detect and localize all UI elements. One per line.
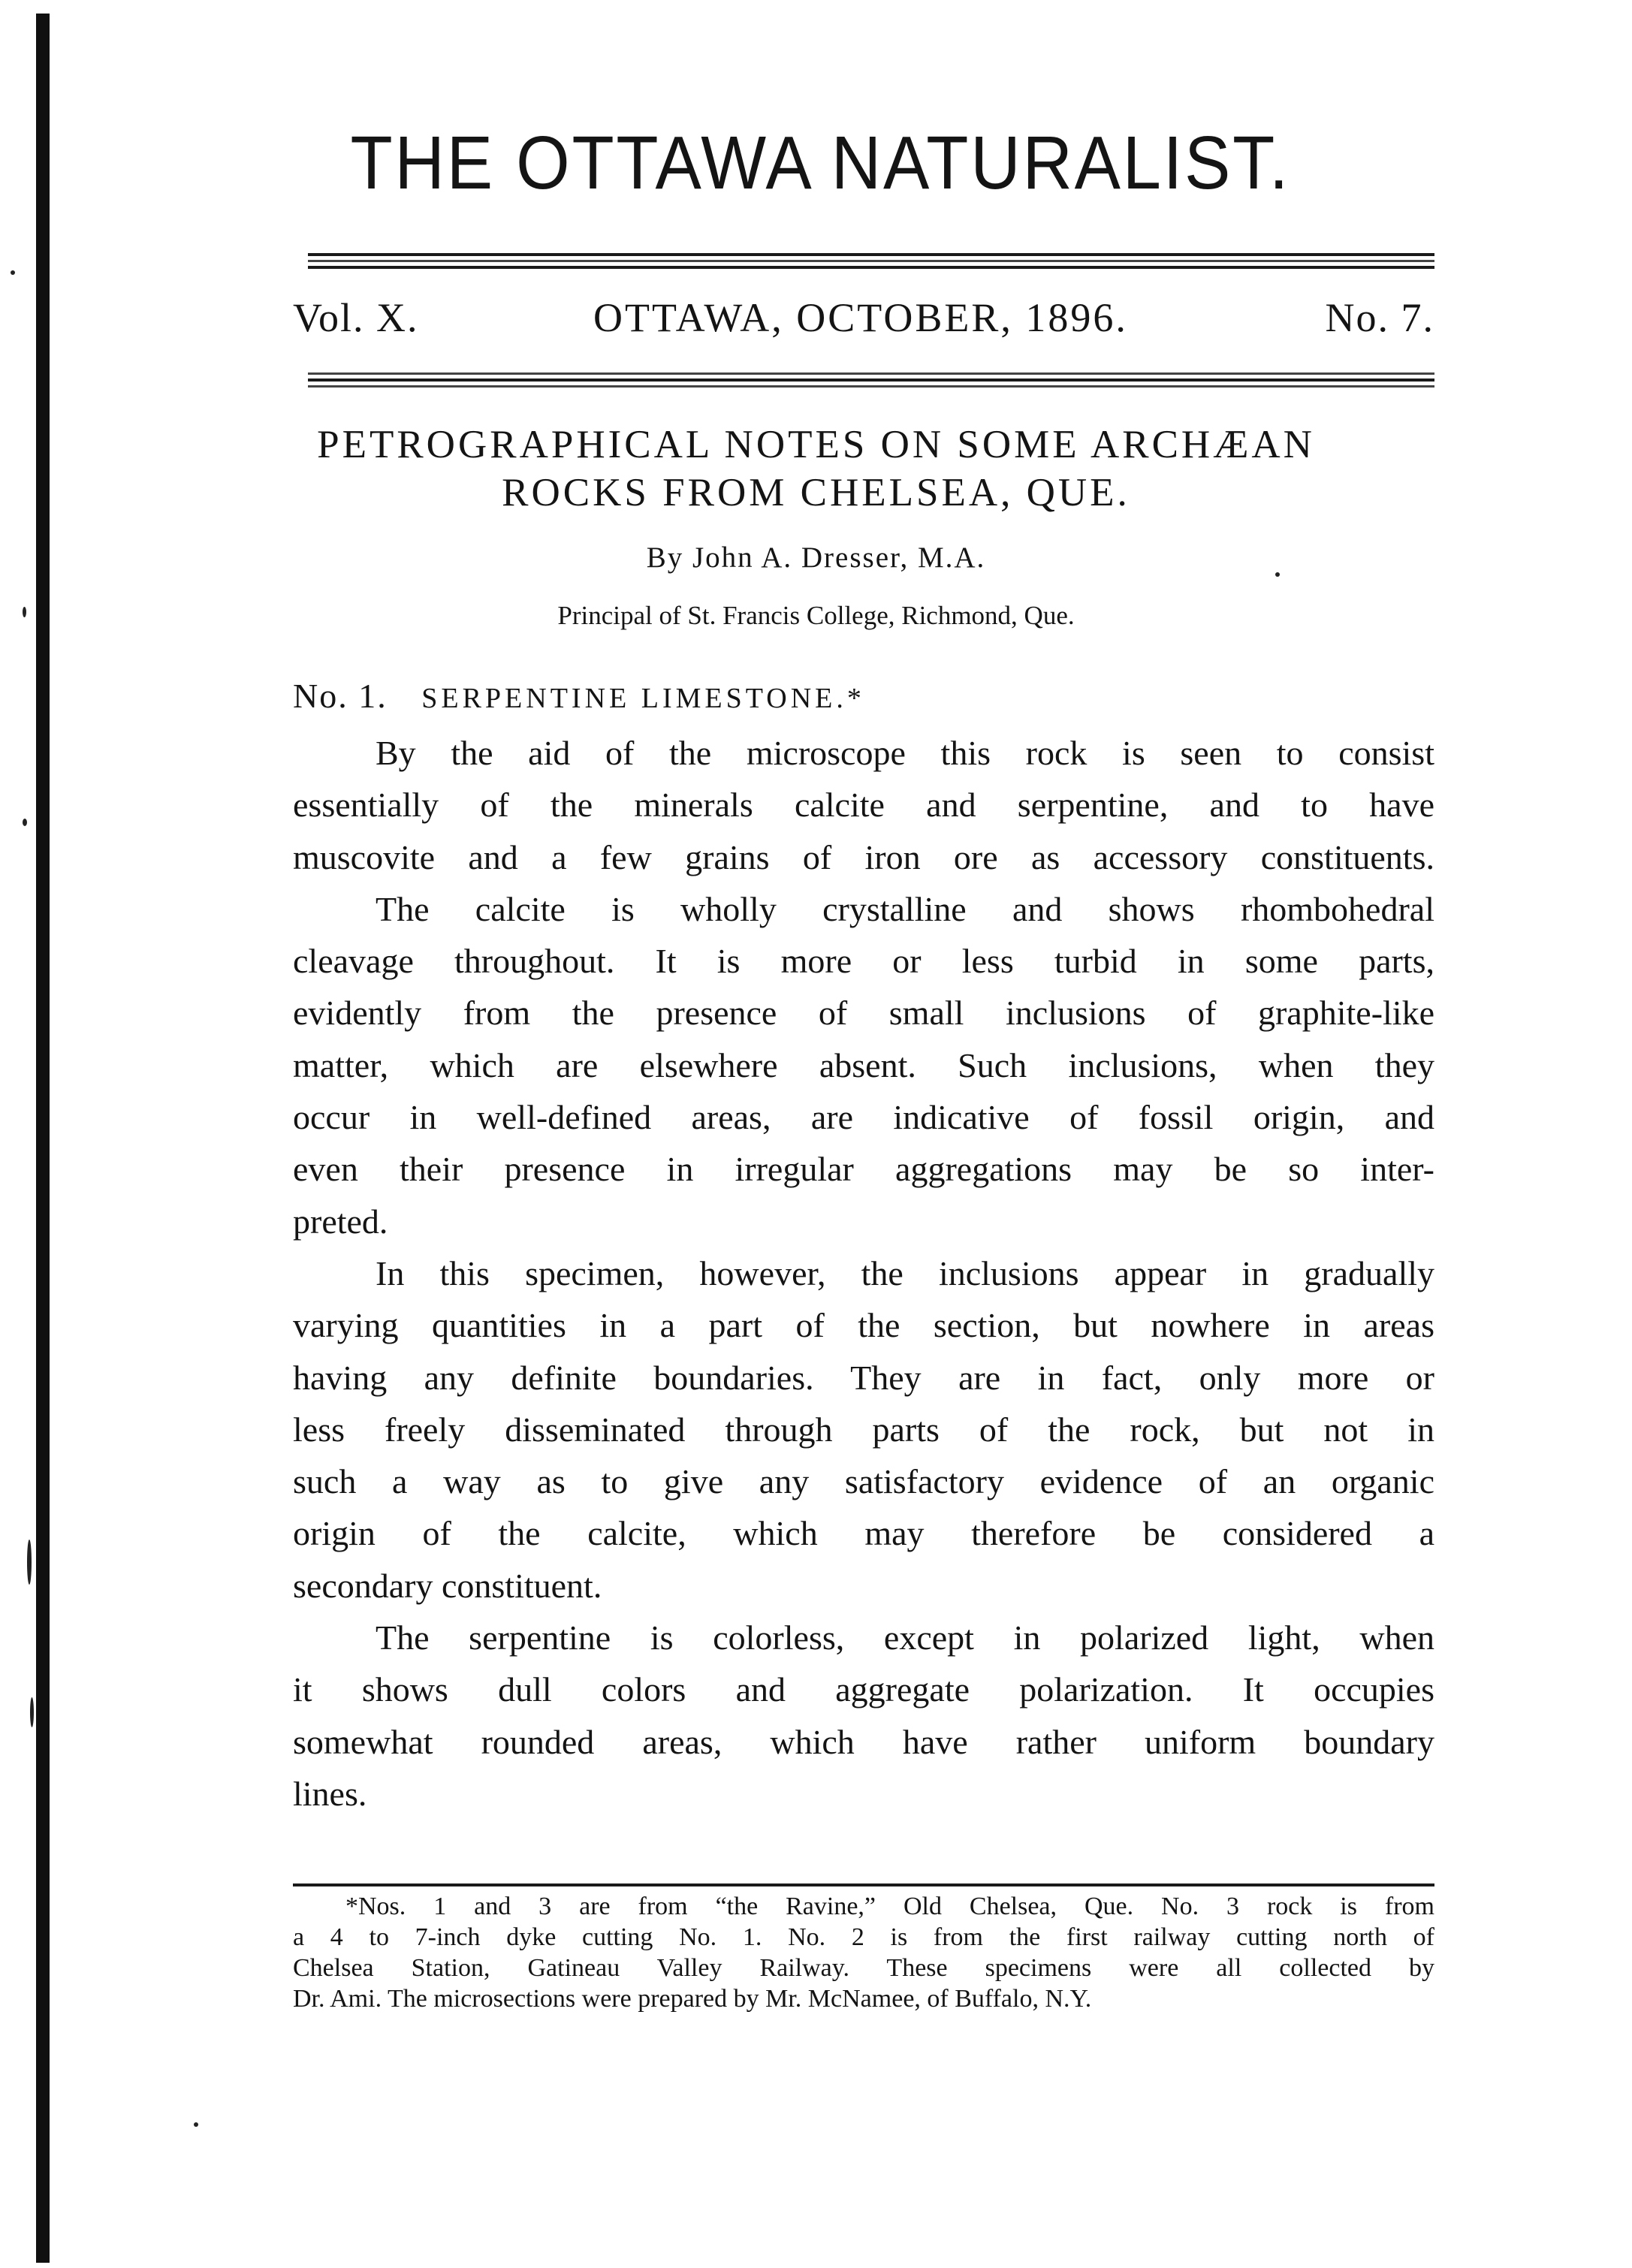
- body-line: preted.: [293, 1202, 388, 1241]
- footnote-line: a 4 to 7-inch dyke cutting No. 1. No. 2 is from the first railway cutting north of: [293, 1923, 1434, 1951]
- footnote-line: Dr. Ami. The microsections were prepared by Mr. McNamee, of Buffalo, N.Y.: [293, 1985, 1092, 2013]
- body-line: By the aid of the microscope this rock is seen to consist: [376, 734, 1434, 772]
- footnote-line: *Nos. 1 and 3 are from “the Ravine,” Old Chelsea, Que. No. 3 rock is from: [345, 1893, 1434, 1920]
- journal-title: THE OTTAWA NATURALIST.: [350, 121, 1291, 205]
- body-line: it shows dull colors and aggregate polarization. It occupies: [293, 1670, 1434, 1709]
- body-line: The serpentine is colorless, except in polarized light, when: [376, 1618, 1434, 1657]
- issue-number: No. 7.: [1325, 295, 1434, 340]
- page-edge-rule: [36, 14, 50, 2263]
- article-body: [293, 727, 1434, 1820]
- body-line: somewhat rounded areas, which have rather uniform boundary: [293, 1722, 1434, 1761]
- body-line: evidently from the presence of small inclusions of graphite-like: [293, 994, 1434, 1033]
- body-line: cleavage throughout. It is more or less turbid in some parts,: [293, 942, 1434, 981]
- article-title: [0, 421, 1632, 517]
- section-name: SERPENTINE LIMESTONE.*: [421, 683, 865, 714]
- article-byline: By John A. Dresser, M.A.: [646, 541, 986, 574]
- article-title-line-2: ROCKS FROM CHELSEA, QUE.: [502, 471, 1130, 514]
- masthead-rule: [308, 253, 1434, 270]
- body-line: varying quantities in a part of the section, but nowhere in areas: [293, 1306, 1434, 1345]
- body-line: essentially of the minerals calcite and serpentine, and to have: [293, 786, 1434, 825]
- footnote: [293, 1891, 1434, 2014]
- body-line: matter, which are elsewhere absent. Such inclusions, when they: [293, 1045, 1434, 1084]
- body-line: The calcite is wholly crystalline and shows rhombohedral: [376, 889, 1434, 928]
- body-line: occur in well-defined areas, are indicative of fossil origin, and: [293, 1098, 1434, 1137]
- section-number: No. 1.: [293, 677, 388, 715]
- footnote-rule: [293, 1883, 1434, 1886]
- author-affiliation: Principal of St. Francis College, Richmond, Que.: [557, 601, 1075, 630]
- body-line: even their presence in irregular aggregations may be so inter-: [293, 1150, 1434, 1189]
- dateline-rule: [308, 372, 1434, 389]
- dateline: [293, 294, 1434, 347]
- issue-place-date: OTTAWA, OCTOBER, 1896.: [593, 295, 1128, 340]
- article-title-line-1: PETROGRAPHICAL NOTES ON SOME ARCHÆAN: [317, 423, 1315, 466]
- volume-number: Vol. X.: [293, 295, 419, 340]
- body-line: such a way as to give any satisfactory evidence of an organic: [293, 1462, 1434, 1501]
- footnote-line: Chelsea Station, Gatineau Valley Railway. These specimens were all collected by: [293, 1954, 1434, 1982]
- body-line: origin of the calcite, which may therefore be considered a: [293, 1514, 1434, 1553]
- body-line: muscovite and a few grains of iron ore as accessory constituents.: [293, 837, 1434, 876]
- body-line: lines.: [293, 1774, 367, 1813]
- body-line: secondary constituent.: [293, 1566, 602, 1605]
- section-heading: [293, 676, 865, 716]
- body-line: In this specimen, however, the inclusions appear in gradually: [376, 1253, 1434, 1292]
- body-line: having any definite boundaries. They are in fact, only more or: [293, 1358, 1434, 1397]
- body-line: less freely disseminated through parts of the rock, but not in: [293, 1410, 1434, 1449]
